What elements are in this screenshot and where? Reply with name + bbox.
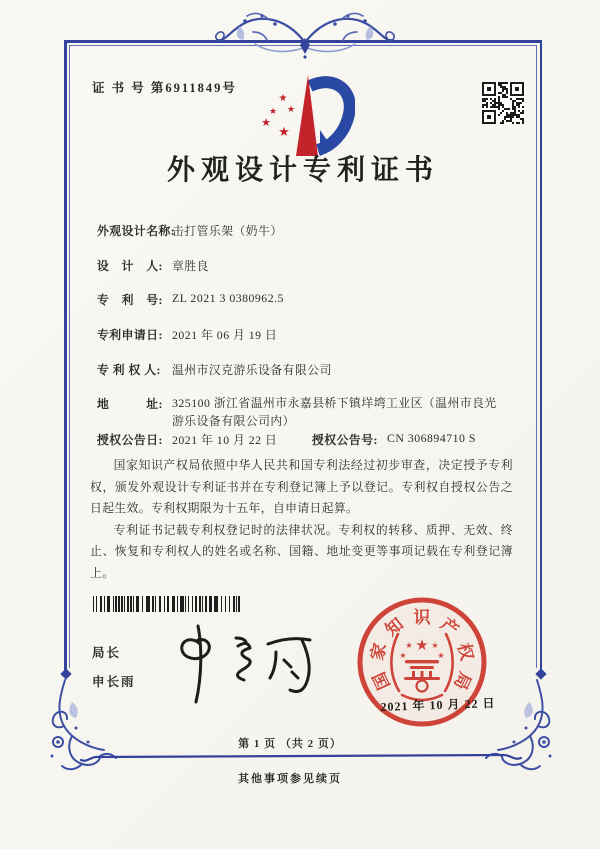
frame-left-line [64, 40, 67, 672]
logo-stars [261, 93, 295, 140]
legal-paragraph-2: 专利证书记载专利权登记时的法律状况。专利权的转移、质押、无效、终止、恢复和专利权人的姓名或名称、国籍、地址变更等事项记载在专利登记簿上。 [90, 522, 513, 580]
grant-number-value: CN 306894710 S [387, 431, 476, 445]
svg-text:★: ★ [437, 651, 445, 660]
field-design-name [97, 222, 283, 239]
barcode [93, 596, 243, 612]
field-patent-number [97, 291, 284, 306]
field-label: 专 利 权 人: [97, 363, 161, 377]
svg-text:★: ★ [278, 125, 290, 140]
director-name: 申长雨 [92, 675, 136, 689]
page-indicator: 第 1 页 （共 2 页） [238, 738, 342, 750]
svg-text:★: ★ [286, 105, 296, 115]
field-value: 2021 年 06 月 19 日 [172, 328, 278, 342]
svg-text:★: ★ [405, 641, 413, 650]
svg-text:★: ★ [399, 651, 407, 660]
svg-text:★: ★ [415, 636, 429, 654]
field-label: 专利申请日: [97, 328, 163, 342]
svg-text:★: ★ [268, 107, 278, 117]
svg-text:识: 识 [413, 608, 431, 627]
frame-right-line [540, 40, 543, 672]
field-label: 专 利 号: [97, 293, 163, 307]
field-label: 授权公告日: [97, 433, 163, 447]
svg-text:家: 家 [367, 641, 390, 663]
field-label: 设 计 人: [97, 259, 163, 273]
field-filing-date [97, 326, 277, 343]
frame-left-inner-line [69, 45, 70, 668]
svg-text:权: 权 [454, 641, 477, 663]
svg-text:★: ★ [278, 93, 288, 104]
swag-pendant [300, 38, 310, 54]
field-patentee [97, 361, 332, 378]
field-value: 章胜良 [172, 259, 209, 273]
grant-number-label: 授权公告号: [312, 433, 378, 447]
page-title: 外观设计专利证书 [166, 155, 439, 186]
seal-date: 2021 年 10 月 22 日 [380, 695, 496, 715]
field-value: ZL 2021 3 0380962.5 [172, 291, 284, 305]
field-value: 2021 年 10 月 22 日 [172, 433, 278, 447]
certificate-number: 证 书 号 第6911849号 [92, 81, 237, 95]
field-label: 地 址: [97, 397, 163, 411]
field-designer [97, 257, 209, 274]
legal-text [90, 455, 513, 584]
field-value: 击打管乐架（奶牛） [172, 224, 283, 238]
field-value: 温州市汉克游乐设备有限公司 [172, 363, 332, 377]
top-flourish-ornament [215, 4, 395, 62]
svg-text:★: ★ [431, 641, 439, 650]
legal-paragraph-1: 国家知识产权局依照中华人民共和国专利法经过初步审查，决定授予专利权，颁发外观设计专利证书并在专利登记簿上予以登记。专利权自授权公告之日起生效。专利权期限为十五年，自申请日起算。 [90, 458, 513, 515]
continuation-note: 其他事项参见续页 [238, 773, 342, 785]
field-label: 外观设计名称: [97, 224, 176, 238]
field-value: 325100 浙江省温州市永嘉县桥下镇垟塆工业区（温州市良光游乐设备有限公司内） [172, 396, 497, 428]
qr-code [482, 82, 524, 124]
frame-right-inner-line [536, 45, 537, 668]
svg-text:产: 产 [437, 614, 463, 640]
svg-text:国: 国 [369, 669, 394, 693]
svg-text:★: ★ [261, 116, 271, 129]
director-signature [172, 616, 322, 708]
bottom-divider-line [78, 750, 524, 764]
svg-text:知: 知 [381, 614, 407, 640]
field-grant-date [97, 431, 476, 448]
director-title: 局长 [92, 646, 122, 660]
svg-text:局: 局 [450, 669, 475, 693]
field-address [97, 395, 506, 430]
